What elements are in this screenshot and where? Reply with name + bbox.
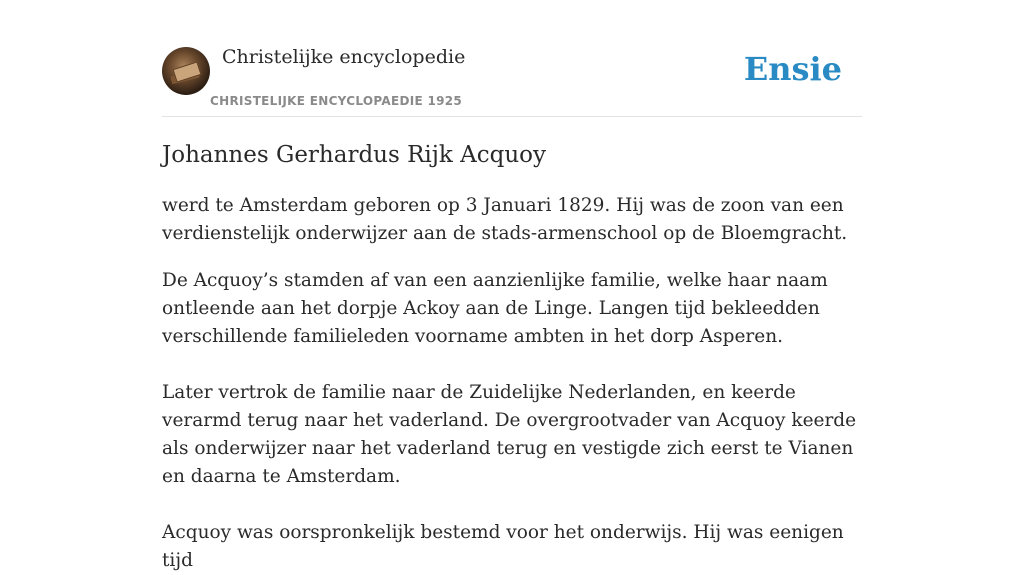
article: [162, 138, 867, 575]
site-name[interactable]: Christelijke encyclopedie: [222, 46, 466, 68]
ensie-logo[interactable]: Ensie: [743, 50, 842, 88]
site-subtitle: CHRISTELIJKE ENCYCLOPAEDIE 1925: [210, 94, 463, 108]
site-header: [162, 0, 862, 117]
article-title: Johannes Gerhardus Rijk Acquoy: [162, 142, 547, 168]
article-paragraph: Later vertrok de familie naar de Zuidelijke Nederlanden, en keerde verarmd terug naar het vaderland. De overgrootvader van Acquoy keerde als onderwijzer naar het vaderland terug en vestigde zich eerst te Vianen en daarna te Amsterdam.: [162, 382, 857, 487]
article-paragraph: werd te Amsterdam geboren op 3 Januari 1829. Hij was de zoon van een verdienstelijk onderwijzer aan de stads-armenschool op de Bloemgracht.: [162, 195, 848, 244]
article-paragraph: De Acquoy’s stamden af van een aanzienlijke familie, welke haar naam ontleende aan het dorpje Ackoy aan de Linge. Langen tijd bekleedden verschillende familieleden voorname ambten in het dorp Asperen.: [162, 270, 828, 347]
site-avatar[interactable]: [162, 47, 210, 95]
article-paragraph: Acquoy was oorspronkelijk bestemd voor het onderwijs. Hij was eenigen tijd: [162, 522, 844, 571]
